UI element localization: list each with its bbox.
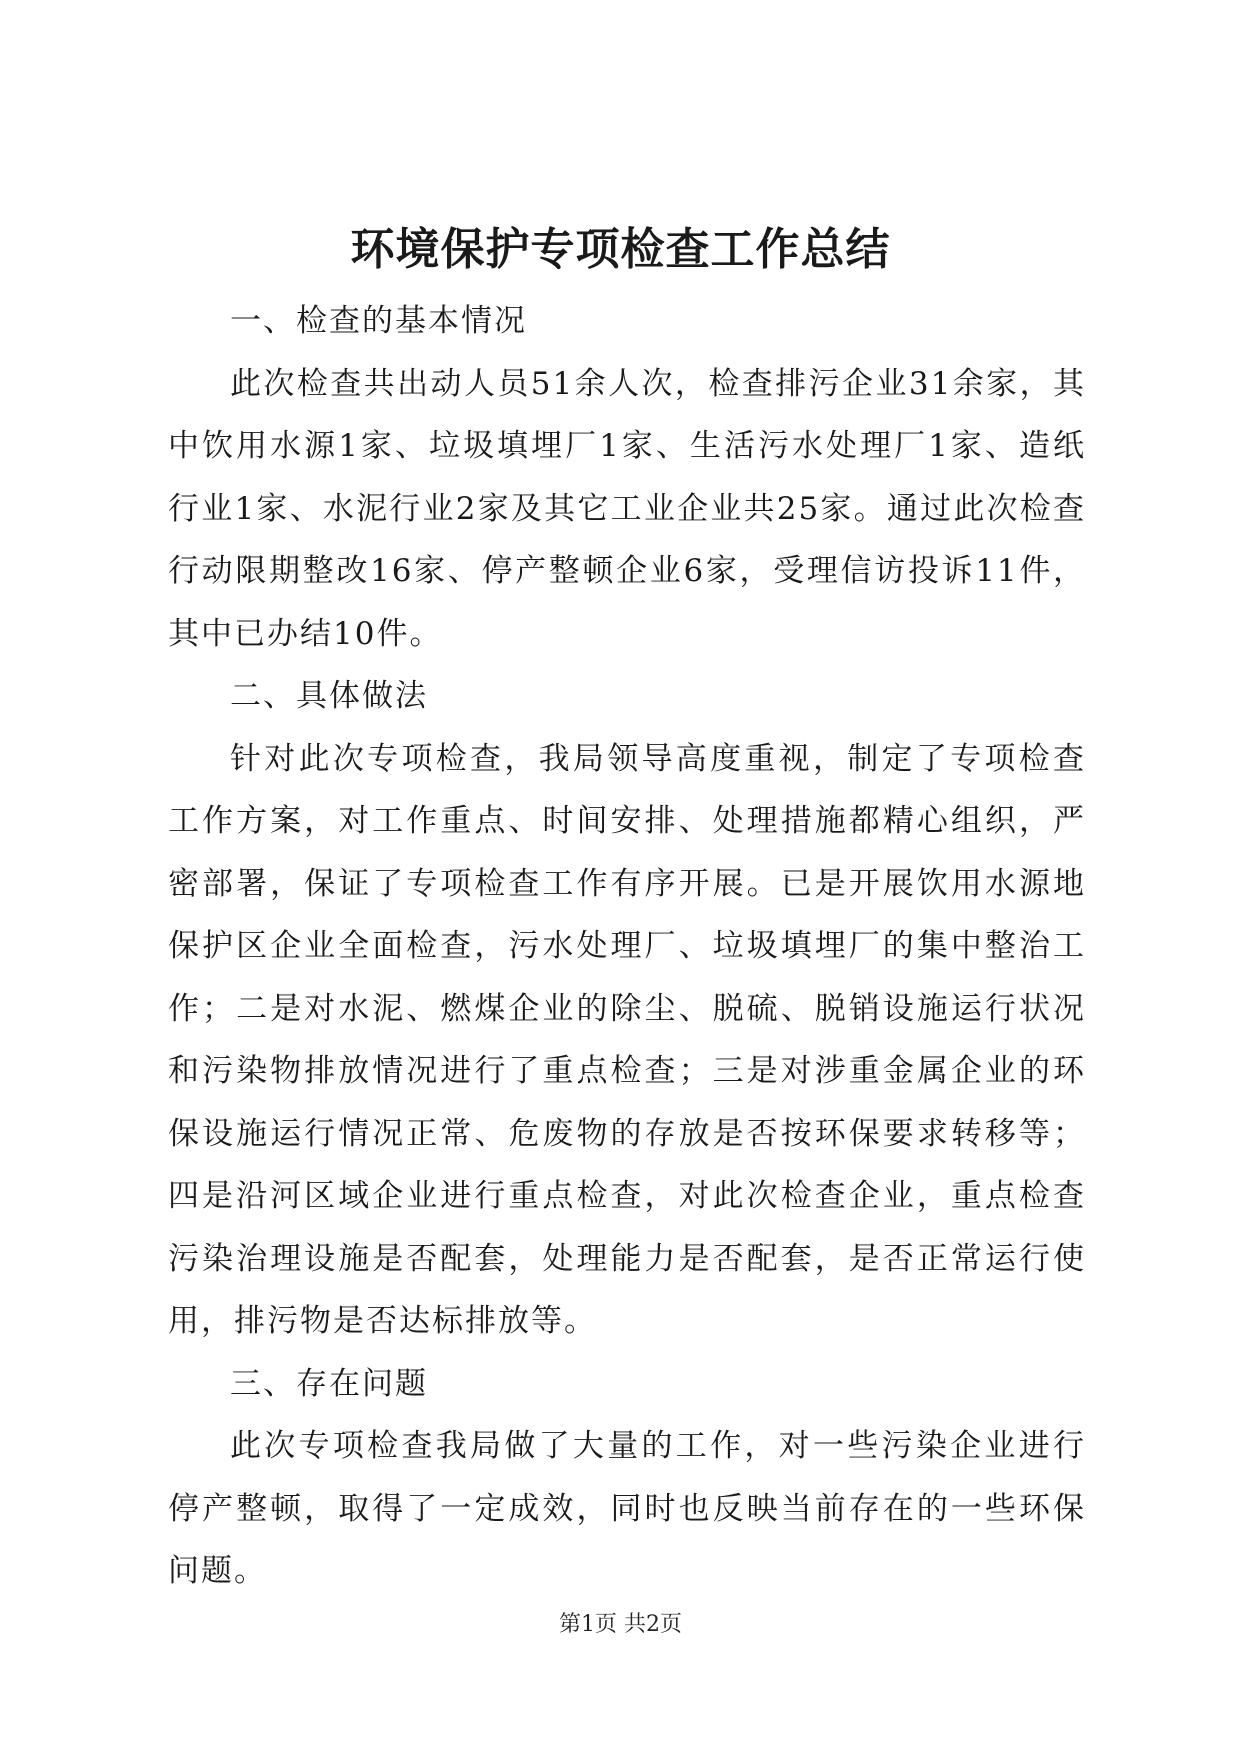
paragraph-specific-methods: 针对此次专项检查，我局领导高度重视，制定了专项检查工作方案，对工作重点、时间安排、处理措施都精心组织，严密部署，保证了专项检查工作有序开展。已是开展饮用水源地保护区企业全面检查，污水处理厂、垃圾填埋厂的集中整治工作；二是对水泥、燃煤企业的除尘、脱硫、脱销设施运行状况和污染物排放情况进行了重点检查；三是对涉重金属企业的环保设施运行情况正常、危废物的存放是否按环保要求转移等；四是沿河区域企业进行重点检查，对此次检查企业，重点检查污染治理设施是否配套，处理能力是否配套，是否正常运行使用，排污物是否达标排放等。 bbox=[168, 740, 1086, 1339]
document-body bbox=[168, 290, 1086, 1603]
paragraph-basic-situation: 此次检查共出动人员51余人次，检查排污企业31余家，其中饮用水源1家、垃圾填埋厂1家、生活污水处理厂1家、造纸行业1家、水泥行业2家及其它工业企业共25家。通过此次检查行动限期整改16家、停产整顿企业6家，受理信访投诉11件，其中已办结10件。 bbox=[168, 365, 1086, 652]
page-number-footer: 第1页 共2页 bbox=[559, 1612, 682, 1637]
section-heading-existing-problems: 三、存在问题 bbox=[230, 1365, 428, 1402]
section-heading-specific-methods: 二、具体做法 bbox=[230, 678, 428, 714]
document-title: 环境保护专项检查工作总结 bbox=[350, 224, 891, 275]
section-heading-basic-situation: 一、检查的基本情况 bbox=[230, 303, 527, 339]
paragraph-existing-problems: 此次专项检查我局做了大量的工作，对一些污染企业进行停产整顿，取得了一定成效，同时也反映当前存在的一些环保问题。 bbox=[168, 1428, 1086, 1589]
